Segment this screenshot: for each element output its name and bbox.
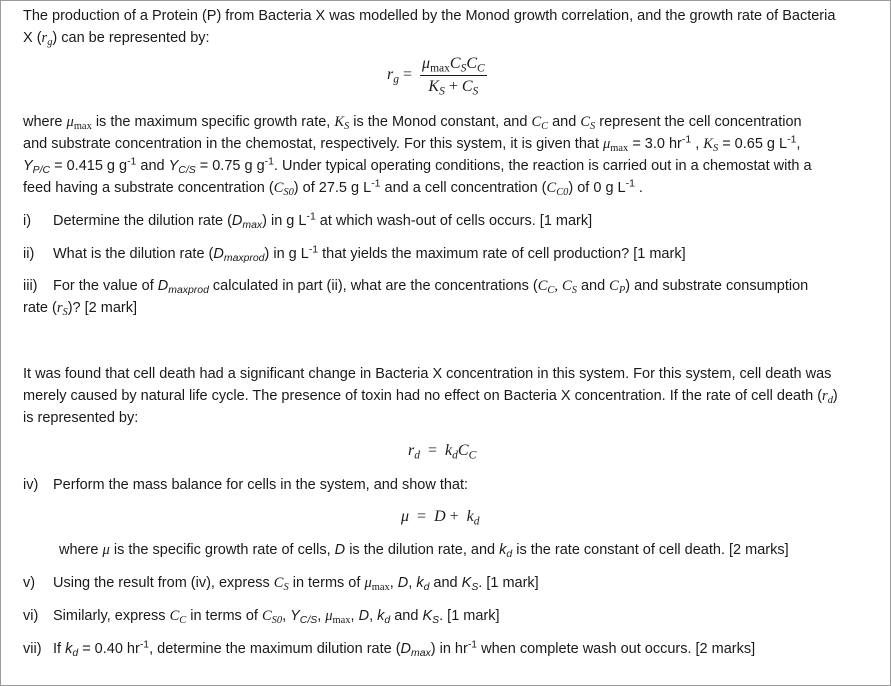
question-v-text: Using the result from (iv), express $C_S$ in terms of $\mu_{max}$, D, $k_d$ and $K_S$. [1 mark]	[53, 575, 539, 594]
question-i-number: i)	[23, 213, 32, 229]
question-iii-text-cont: rate $(r_S)$? [2 mark]	[23, 300, 138, 319]
death-line-1: It was found that cell death had a significant change in Bacteria X concentration in this system. For this system, cell death was	[23, 366, 832, 382]
mass-balance-equation: $\mu = D + k_d$	[401, 508, 480, 528]
death-line-2: merely caused by natural life cycle. The presence of toxin had no effect on Bacteria X concentration. If the rate of cell death $(r_d)$	[23, 388, 838, 407]
question-i-text: Determine the dilution rate $(D_{max})$ in g $L^{-1}$ at which wash-out of cells occurs. [1 mark]	[53, 211, 593, 232]
question-vi-text: Similarly, express $C_C$ in terms of $C_{S0}$, $Y_{C/S}$, $\mu_{max}$, D, $k_d$ and $K_S$. [1 mark]	[53, 608, 500, 627]
where-line-1: where $\mu_{max}$ is the maximum specific growth rate, $K_S$ is the Monod constant, and $C_C$ and $C_S$ represent the cell concentration	[23, 114, 802, 133]
yield-line: $Y_{P/C} = 0.415$ g $g^{-1}$ and $Y_{C/S} = 0.75$ g $g^{-1}$. Under typical operating conditions, the reaction is carried out in a chemostat with a	[23, 156, 812, 177]
monod-equation: $r_g$ = $\frac{\mu_{max}C_SC_C}{K_S + C_S}$	[387, 55, 485, 98]
question-vii-number: vii)	[23, 641, 42, 657]
death-line-3: is represented by:	[23, 410, 139, 426]
question-iii-number: iii)	[23, 278, 38, 294]
question-iv-where: where μ is the specific growth rate of cells, D is the dilution rate, and $k_d$ is the rate constant of cell death. [2 marks]	[59, 542, 789, 561]
intro-line-2: X $(r_g)$ can be represented by:	[23, 30, 210, 49]
question-iii-text: For the value of $D_{maxprod}$ calculated in part (ii), what are the concentrations ($C_C$, $C_S$ and $C_P$) and substrate consumption	[53, 278, 809, 297]
question-v-number: v)	[23, 575, 36, 591]
question-vi-number: vi)	[23, 608, 39, 624]
intro-line-1: The production of a Protein (P) from Bacteria X was modelled by the Monod growth correlation, and the growth rate of Bacteria	[23, 8, 836, 24]
question-vii-text: If $k_d = 0.40$ $hr^{-1}$, determine the maximum dilution rate $(D_{max})$ in $hr^{-1}$ when complete wash out occurs. [2 marks]	[53, 639, 756, 660]
given-line: and substrate concentration in the chemostat, respectively. For this system, it is given that $\mu_{max} = 3.0$ $hr^{-1}$ , $K_S = 0.65$ g $L^{-1}$,	[23, 134, 801, 155]
question-iv-text: Perform the mass balance for cells in the system, and show that:	[53, 477, 469, 493]
question-ii-text: What is the dilution rate $(D_{maxprod})$ in g $L^{-1}$ that yields the maximum rate of cell production? [1 mark]	[53, 244, 686, 265]
question-ii-number: ii)	[23, 246, 35, 262]
question-iv-number: iv)	[23, 477, 39, 493]
death-rate-equation: $r_d = k_dC_C$	[408, 442, 477, 462]
feed-line: feed having a substrate concentration $(C_{S0})$ of 27.5 g $L^{-1}$ and a cell concentration $(C_{C0})$ of 0 g $L^{-1}$ .	[23, 178, 643, 199]
